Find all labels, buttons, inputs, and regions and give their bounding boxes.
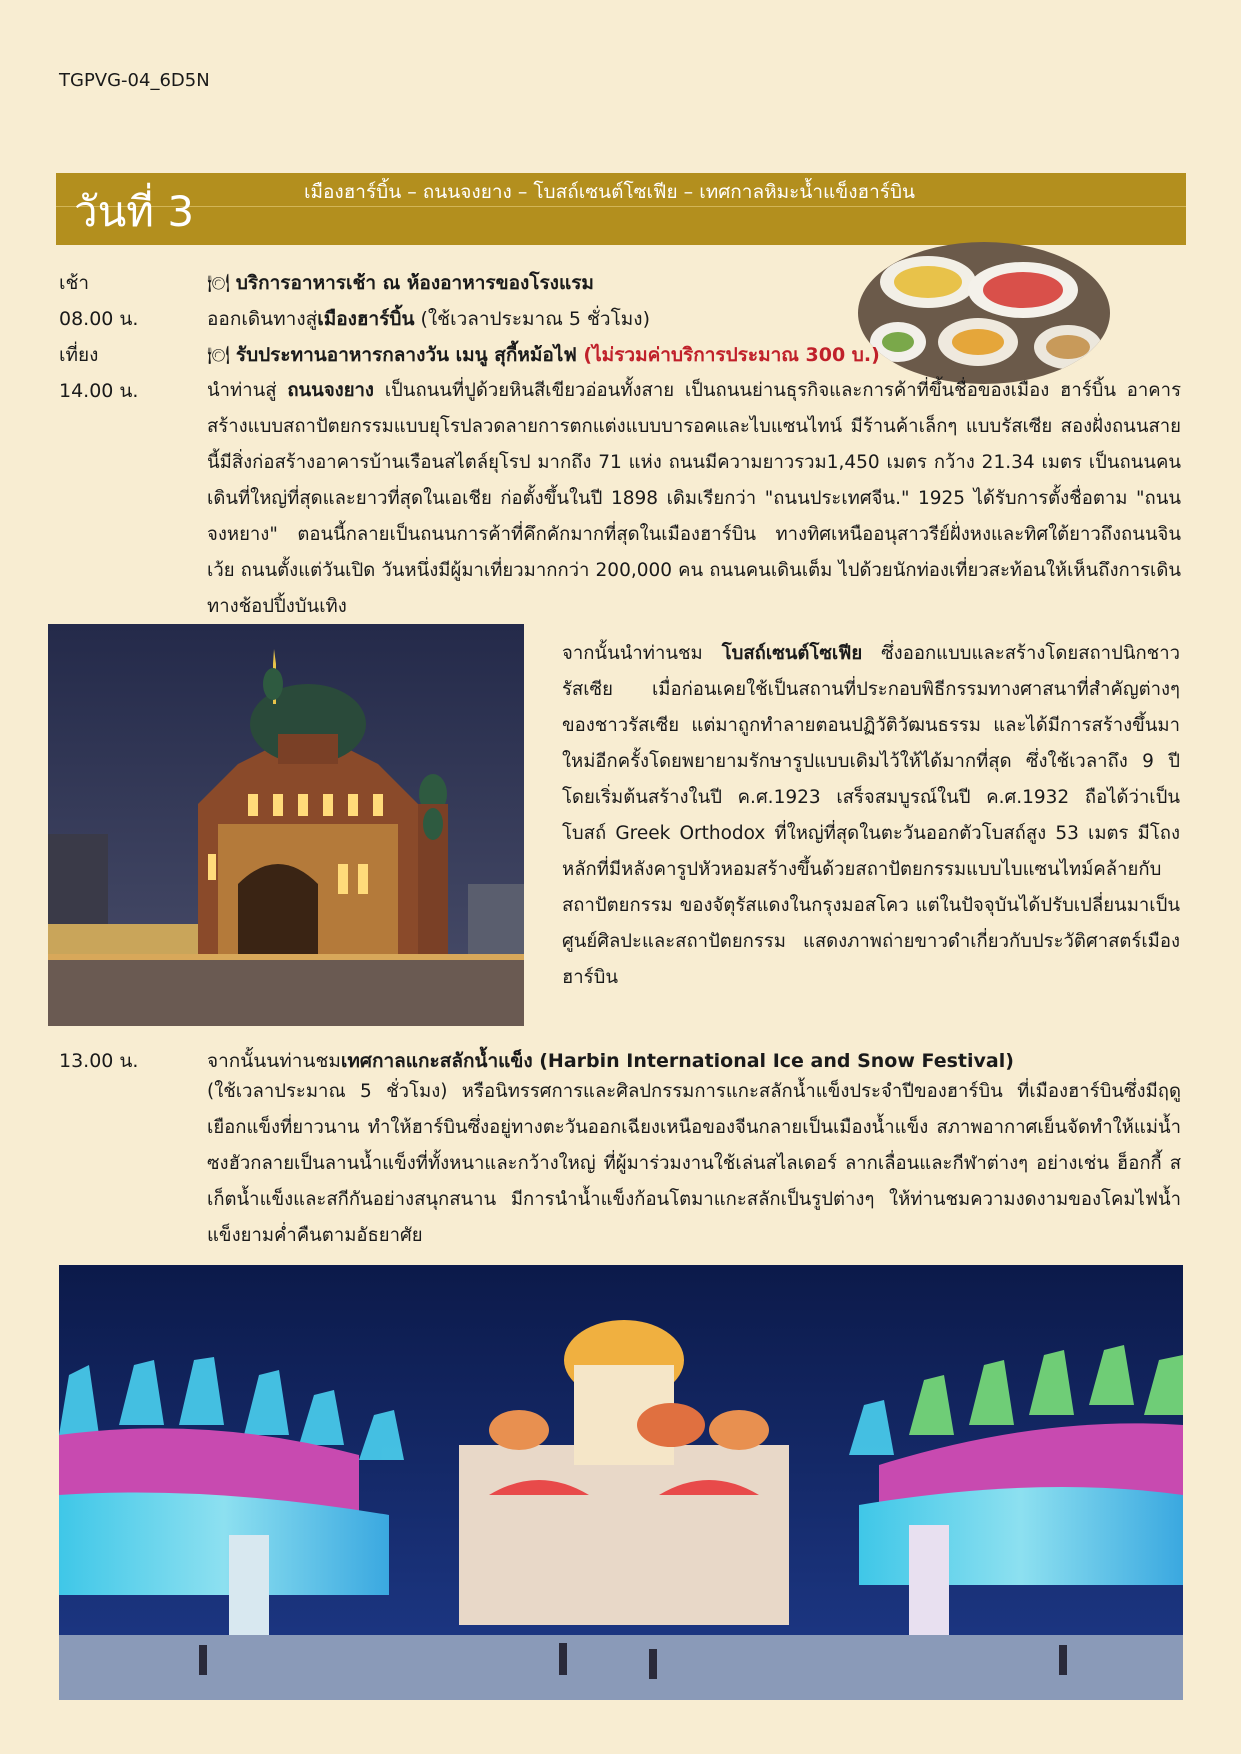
zhongyang-street-name: ถนนจงยาง	[287, 380, 374, 401]
time-label: 14.00 น.	[59, 380, 139, 402]
lunch-text: รับประทานอาหารกลางวัน เมนู สุกี้หม้อไฟ	[235, 344, 577, 366]
ice-festival-paragraph: (ใช้เวลาประมาณ 5 ชั่วโมง) หรือนิทรรศการและศิลปกรรมการแกะสลักน้ำแข็งประจำปีของฮาร์บิน ที่เมืองฮาร์บินซึ่งมีฤดูเยือกแข็งที่ยาวนาน ทำให้ฮาร์บินซึ่งอยู่ทางตะวันออกเฉียงเหนือของจีนกลายเป็นเมืองน้ำแข็ง สภาพอากาศเย็นจัดทำให้แม่น้ำซงฮัวกลายเป็นลานน้ำแข็งที่ทั้งหนาและกว้างใหญ่ ที่ผู้มาร่วมงานใช้เล่นสไลเดอร์ ลากเลื่อนและกีฬาต่างๆ อย่างเช่น ฮ็อกกี้ สเก็ตน้ำแข็งและสกีกันอย่างสนุกสนาน มีการนำน้ำแข็งก้อนโตมาแกะสลักเป็นรูปต่างๆ ให้ท่านชมความงดงามของโคมไฟน้ำแข็งยามค่ำคืนตามอัธยาศัย	[207, 1081, 1181, 1246]
st-sophia-cathedral-photo	[48, 624, 524, 1026]
time-label: เช้า	[59, 272, 90, 294]
festival-name: เทศกาลแกะสลักน้ำแข็ง (Harbin International Ice and Snow Festival)	[340, 1050, 1014, 1072]
zhongyang-street-paragraph: นำท่านสู่ ถนนจงยาง เป็นถนนที่ปูด้วยหินสีเขียวอ่อนทั้งสาย เป็นถนนย่านธุรกิจและการค้าที่ขึ้นชื่อของเมือง ฮาร์บิ้น อาคารสร้างแบบสถาปัตยกรรมแบบยุโรปลวดลายการตกแต่งแบบบารอคและไบแซนไทน์ มีร้านค้าเล็กๆ แบบรัสเซีย สองฝั่งถนนสายนี้มีสิ่งก่อสร้างอาคารบ้านเรือนสไตล์ยุโรป มากถึง 71 แห่ง ถนนมีความยาวรวม1,450 เมตร กว้าง 21.34 เมตร เป็นถนนคนเดินที่ใหญ่ที่สุดและยาวที่สุดในเอเชีย ก่อตั้งขึ้นในปี 1898 เดิมเรียกว่า "ถนนประเทศจีน." 1925 ได้รับการตั้งชื่อตาม "ถนนจงหยาง" ตอนนี้กลายเป็นถนนการค้าที่คึกคักมากที่สุดในเมืองฮาร์บิน ทางทิศเหนืออนุสาวรีย์ฝั่งหงและทิศใต้ยาวถึงถนนจินเว้ย ถนนตั้งแต่วันเปิด วันหนึ่งมีผู้มาเที่ยวมากกว่า 200,000 คน ถนนคนเดินเต็ม ไปด้วยนักท่องเที่ยวสะท้อนให้เห็นถึงการเดินทางช้อปปิ้งบันเทิง	[207, 380, 1181, 617]
ice-festival-photo	[59, 1265, 1183, 1700]
breakfast-text: บริการอาหารเช้า ณ ห้องอาหารของโรงแรม	[235, 272, 594, 294]
meal-icon: 🍽	[207, 345, 230, 366]
day-header-bar	[56, 173, 1186, 245]
document-code: TGPVG-04_6D5N	[59, 70, 210, 91]
st-sophia-name: โบสถ์เซนต์โซเฟีย	[721, 643, 863, 664]
day-route-title: เมืองฮาร์บิ้น – ถนนจงยาง – โบสถ์เซนต์โซเฟีย – เทศกาลหิมะน้ำแข็งฮาร์บิน	[304, 181, 916, 203]
st-sophia-paragraph: จากนั้นนำท่านชม โบสถ์เซนต์โซเฟีย ซึ่งออกแบบและสร้างโดยสถาปนิกชาวรัสเซีย เมื่อก่อนเคยใช้เป็นสถานที่ประกอบพิธีกรรมทางศาสนาที่สำคัญต่างๆ ของชาวรัสเซีย แต่มาถูกทำลายตอนปฏิวัติวัฒนธรรม และได้มีการสร้างขึ้นมาใหม่อีกครั้งโดยพยายามรักษารูปแบบเดิมไว้ให้ได้มากที่สุด ซึ่งใช้เวลาถึง 9 ปี โดยเริ่มต้นสร้างในปี ค.ศ.1923 เสร็จสมบูรณ์ในปี ค.ศ.1932 ถือได้ว่าเป็นโบสถ์ Greek Orthodox ที่ใหญ่ที่สุดในตะวันออกตัวโบสถ์สูง 53 เมตร มีโถงหลักที่มีหลังคารูปหัวหอมสร้างขึ้นด้วยสถาปัตยกรรมแบบไบแซนไทม์คล้ายกับสถาปัตยกรรม ของจัตุรัสแดงในกรุงมอสโคว แต่ในปัจจุบันได้ปรับเปลี่ยนมาเป็นศูนย์ศิลปะและสถาปัตยกรรม แสดงภาพถ่ายขาวดำเกี่ยวกับประวัติศาสตร์เมืองฮาร์บิน	[562, 643, 1180, 988]
time-label: 13.00 น.	[59, 1050, 139, 1072]
depart-text: ออกเดินทางสู่	[207, 308, 318, 330]
time-label: เที่ยง	[59, 344, 99, 366]
festival-intro: จากนั้นนท่านชม	[207, 1050, 341, 1072]
day-label: วันที่ 3	[74, 187, 195, 236]
depart-duration: (ใช้เวลาประมาณ 5 ชั่วโมง)	[414, 308, 650, 330]
lunch-note: (ไม่รวมค่าบริการประมาณ 300 บ.)	[576, 344, 880, 366]
depart-destination: เมืองฮาร์บิ้น	[317, 308, 415, 330]
time-label: 08.00 น.	[59, 308, 139, 330]
hotpot-food-photo	[858, 242, 1110, 384]
meal-icon: 🍽	[207, 273, 230, 294]
